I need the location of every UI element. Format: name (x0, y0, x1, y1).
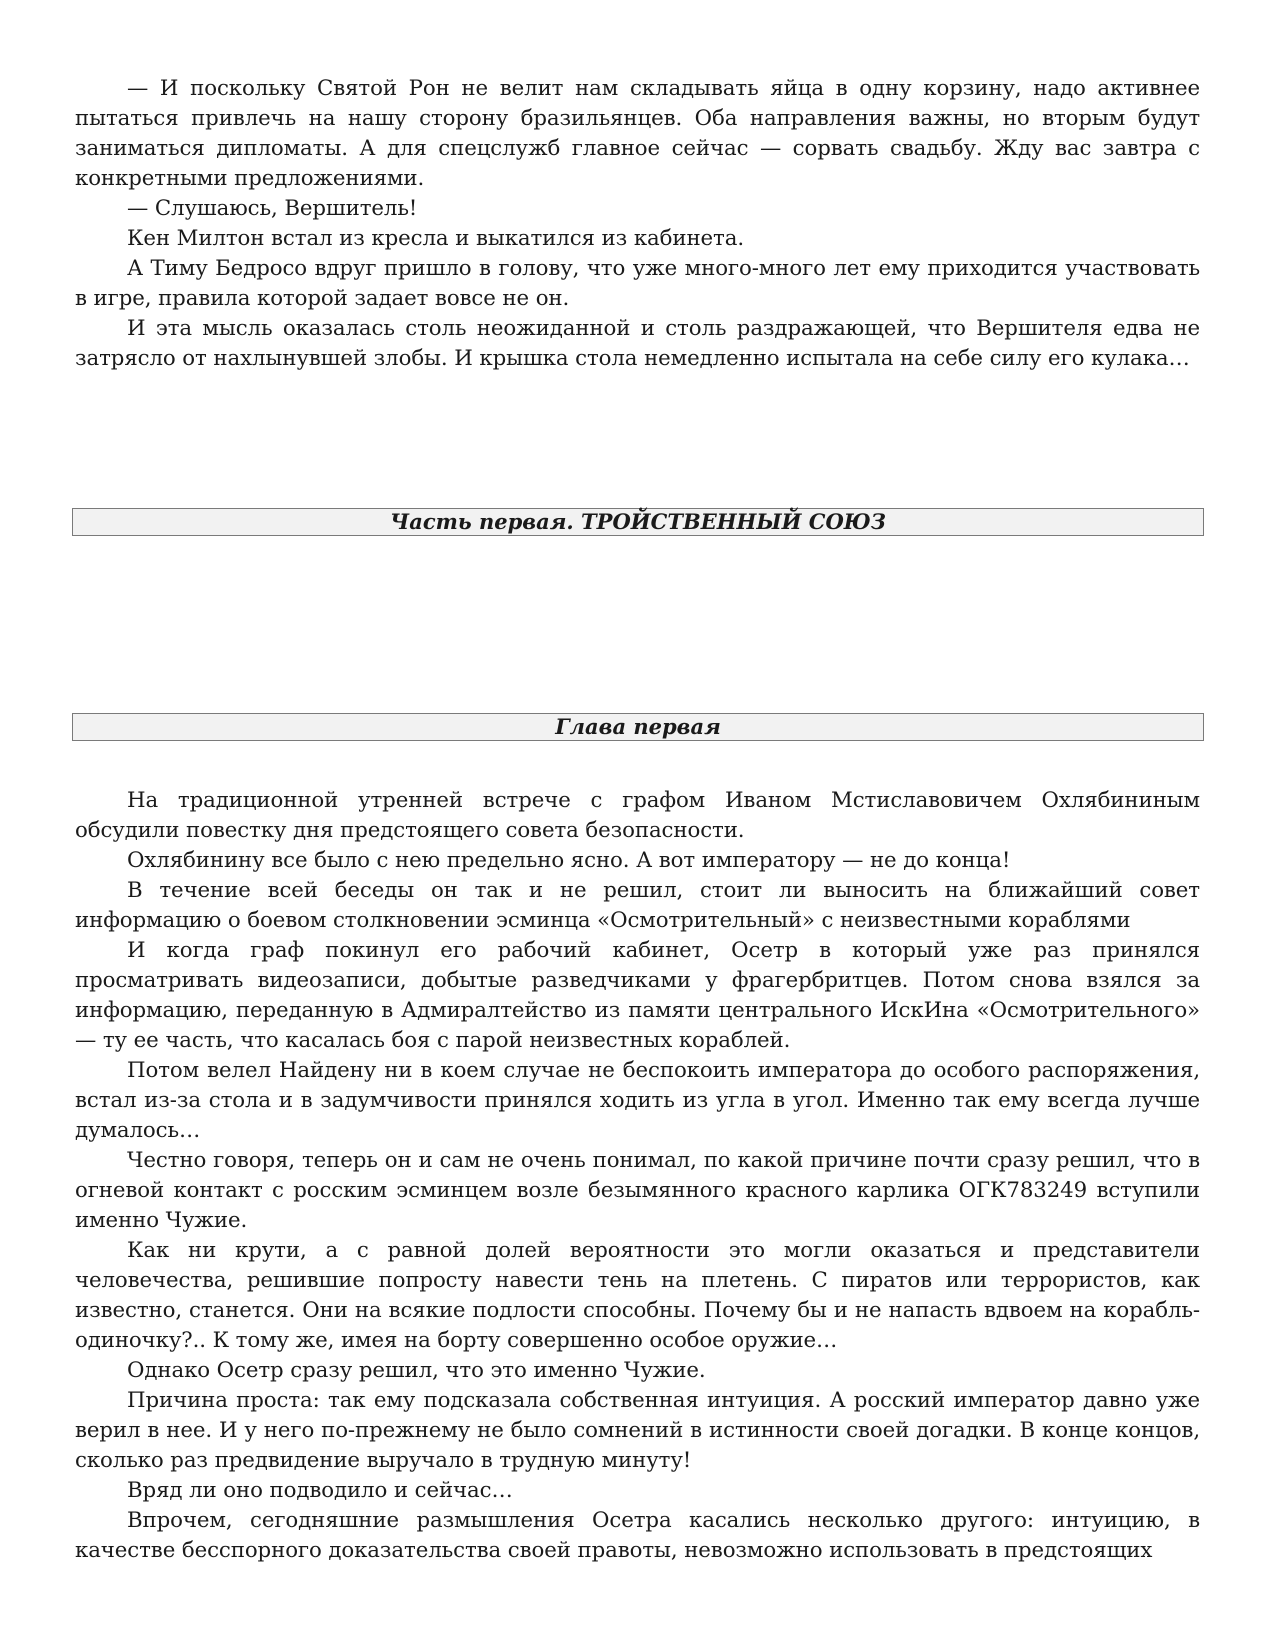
paragraph: Потом велел Найдену ни в коем случае не беспокоить императора до особого распоряжения, встал из-за стола и в задумчивости принялся ходить из угла в угол. Именно так ему всегда лучше думалось… (75, 1058, 1200, 1143)
paragraph: Охлябинину все было с нею предельно ясно. А вот императору — не до конца! (127, 848, 1011, 873)
paragraph: Однако Осетр сразу решил, что это именно Чужие. (127, 1358, 706, 1383)
chapter-heading-box (72, 713, 1204, 741)
intro-text-block (75, 74, 1200, 374)
paragraph: — И поскольку Святой Рон не велит нам складывать яйца в одну корзину, надо активнее пытаться привлечь на нашу сторону бразильянцев. Оба направления важны, но вторым будут заниматься дипломаты. А для спецслужб главное сейчас — сорвать свадьбу. Жду вас завтра с конкретными предложениями. (75, 76, 1200, 191)
paragraph: Как ни крути, а с равной долей вероятности это могли оказаться и представители человечества, решившие попросту навести тень на плетень. С пиратов или террористов, как известно, станется. Они на всякие подлости способны. Почему бы и не напасть вдвоем на корабль-одиночку?.. К тому же, имея на борту совершенно особое оружие… (75, 1238, 1200, 1353)
paragraph: Вряд ли оно подводило и сейчас… (127, 1478, 513, 1503)
paragraph: — Слушаюсь, Вершитель! (127, 196, 418, 221)
part-heading-box (72, 508, 1204, 536)
paragraph: В течение всей беседы он так и не решил, стоит ли выносить на ближайший совет информацию о боевом столкновении эсминца «Осмотрительный» с неизвестными кораблями (75, 878, 1200, 933)
paragraph: Причина проста: так ему подсказала собственная интуиция. А росский император давно уже верил в нее. И у него по-прежнему не было сомнений в истинности своей догадки. В конце концов, сколько раз предвидение выручало в трудную минуту! (75, 1388, 1200, 1473)
chapter-text-block (75, 786, 1200, 1566)
paragraph: Впрочем, сегодняшние размышления Осетра касались несколько другого: интуицию, в качестве бесспорного доказательства своей правоты, невозможно использовать в предстоящих (75, 1508, 1200, 1563)
part-heading: Часть первая. ТРОЙСТВЕННЫЙ СОЮЗ (390, 509, 886, 534)
chapter-heading: Глава первая (555, 714, 721, 739)
paragraph: На традиционной утренней встрече с графом Иваном Мстиславовичем Охлябининым обсудили повестку дня предстоящего совета безопасности. (75, 788, 1200, 843)
paragraph: Честно говоря, теперь он и сам не очень понимал, по какой причине почти сразу решил, что в огневой контакт с росским эсминцем возле безымянного красного карлика ОГК783249 вступили именно Чужие. (75, 1148, 1200, 1233)
paragraph: И эта мысль оказалась столь неожиданной и столь раздражающей, что Вершителя едва не затрясло от нахлынувшей злобы. И крышка стола немедленно испытала на себе силу его кулака… (75, 316, 1200, 371)
paragraph: И когда граф покинул его рабочий кабинет, Осетр в который уже раз принялся просматривать видеозаписи, добытые разведчиками у фрагербритцев. Потом снова взялся за информацию, переданную в Адмиралтейство из памяти центрального ИскИна «Осмотрительного» — ту ее часть, что касалась боя с парой неизвестных кораблей. (75, 938, 1200, 1053)
paragraph: Кен Милтон встал из кресла и выкатился из кабинета. (127, 226, 744, 251)
paragraph: А Тиму Бедросо вдруг пришло в голову, что уже много-много лет ему приходится участвовать в игре, правила которой задает вовсе не он. (75, 256, 1200, 311)
